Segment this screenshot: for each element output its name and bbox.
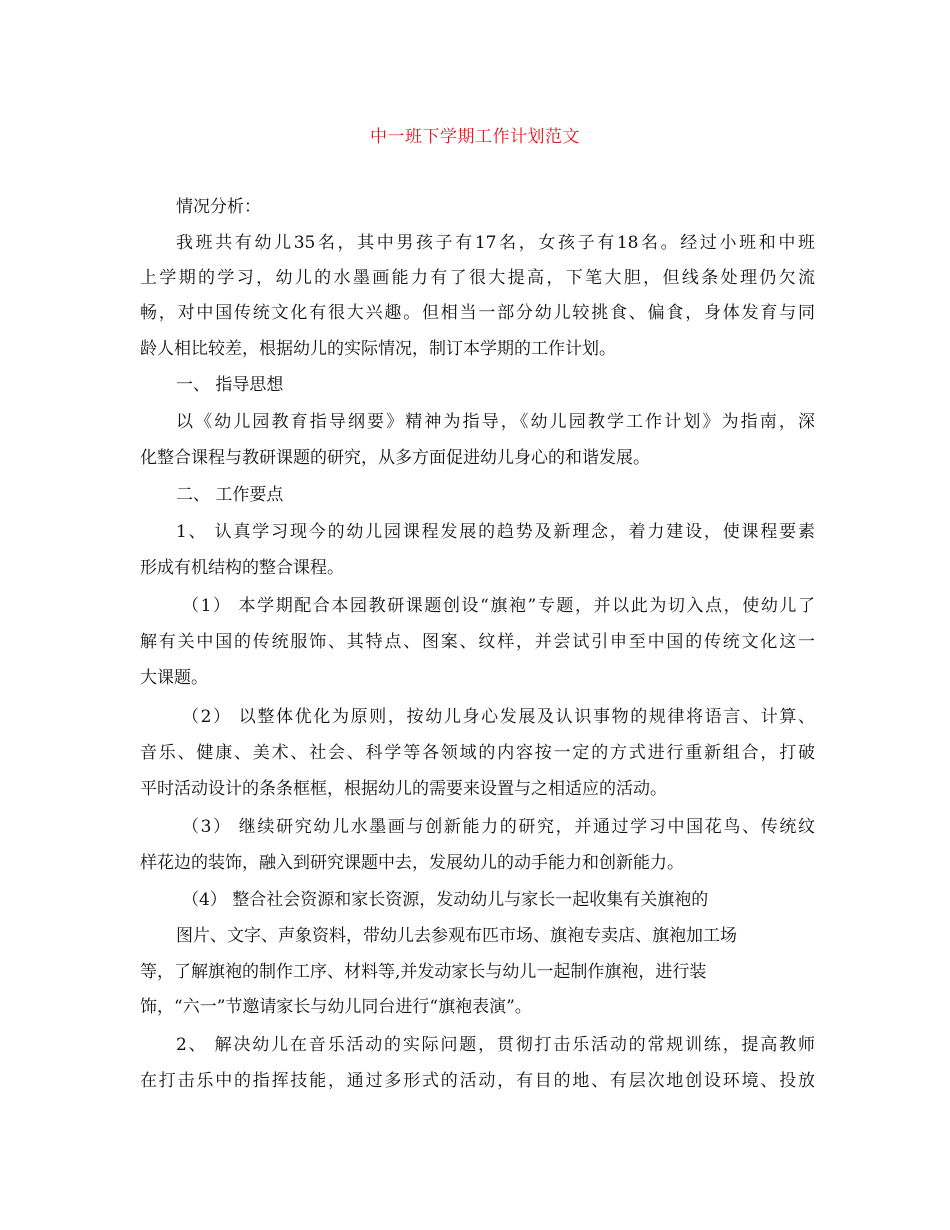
paragraph-line: 饰，“六一”节邀请家长与幼儿同台进行“旗袍表演”。 <box>140 997 532 1017</box>
paragraph-line: 图片、文字、声象资料，带幼儿去参观布匹市场、旗袍专卖店、旗袍加工场 <box>176 926 737 946</box>
paragraph-line: 畅，对中国传统文化有很大兴趣。但相当一部分幼儿较挑食、偏食，身体发育与同 <box>140 303 815 323</box>
document-title: 中一班下学期工作计划范文 <box>370 127 580 147</box>
paragraph-line: 音乐、健康、美术、社会、科学等各领域的内容按一定的方式进行重新组合，打破 <box>140 743 815 763</box>
paragraph-line: 化整合课程与教研课题的研究，从多方面促进幼儿身心的和谐发展。 <box>140 448 650 468</box>
section-heading-situation: 情况分析： <box>176 197 261 217</box>
paragraph-line: 1、 认真学习现今的幼儿园课程发展的趋势及新理念，着力建设，使课程要素 <box>176 522 815 542</box>
paragraph-line: 大课题。 <box>140 668 208 688</box>
paragraph-line: 龄人相比较差，根据幼儿的实际情况，制订本学期的工作计划。 <box>140 339 616 359</box>
paragraph-line: 样花边的装饰，融入到研究课题中去，发展幼儿的动手能力和创新能力。 <box>140 853 684 873</box>
section-heading-work-points: 二、 工作要点 <box>176 485 284 505</box>
paragraph-line: 解有关中国的传统服饰、其特点、图案、纹样，并尝试引申至中国的传统文化这一 <box>140 632 815 652</box>
paragraph-line: 形成有机结构的整合课程。 <box>140 558 344 578</box>
paragraph-line: （2） 以整体优化为原则，按幼儿身心发展及认识事物的规律将语言、计算、 <box>182 707 815 727</box>
paragraph-line: （1） 本学期配合本园教研课题创设“旗袍”专题，并以此为切入点，使幼儿了 <box>182 596 815 616</box>
paragraph-line: 以《幼儿园教育指导纲要》精神为指导，《幼儿园教学工作计划》为指南，深 <box>176 412 815 432</box>
paragraph-line: 平时活动设计的条条框框，根据幼儿的需要来设置与之相适应的活动。 <box>140 779 667 799</box>
section-heading-guiding-ideas: 一、 指导思想 <box>176 375 284 395</box>
paragraph-line: 在打击乐中的指挥技能，通过多形式的活动，有目的地、有层次地创设环境、投放 <box>140 1071 815 1091</box>
paragraph-line: 2、 解决幼儿在音乐活动的实际问题，贯彻打击乐活动的常规训练，提高教师 <box>176 1035 815 1055</box>
paragraph-line: 等，了解旗袍的制作工序、材料等,并发动家长与幼儿一起制作旗袍，进行装 <box>140 962 707 982</box>
paragraph-line: 我班共有幼儿35名，其中男孩子有17名，女孩子有18名。经过小班和中班 <box>176 233 815 253</box>
paragraph-line: （3） 继续研究幼儿水墨画与创新能力的研究，并通过学习中国花鸟、传统纹 <box>182 817 815 837</box>
paragraph-line: （4） 整合社会资源和家长资源，发动幼儿与家长一起收集有关旗袍的 <box>182 890 709 910</box>
paragraph-line: 上学期的学习，幼儿的水墨画能力有了很大提高，下笔大胆，但线条处理仍欠流 <box>140 268 815 288</box>
